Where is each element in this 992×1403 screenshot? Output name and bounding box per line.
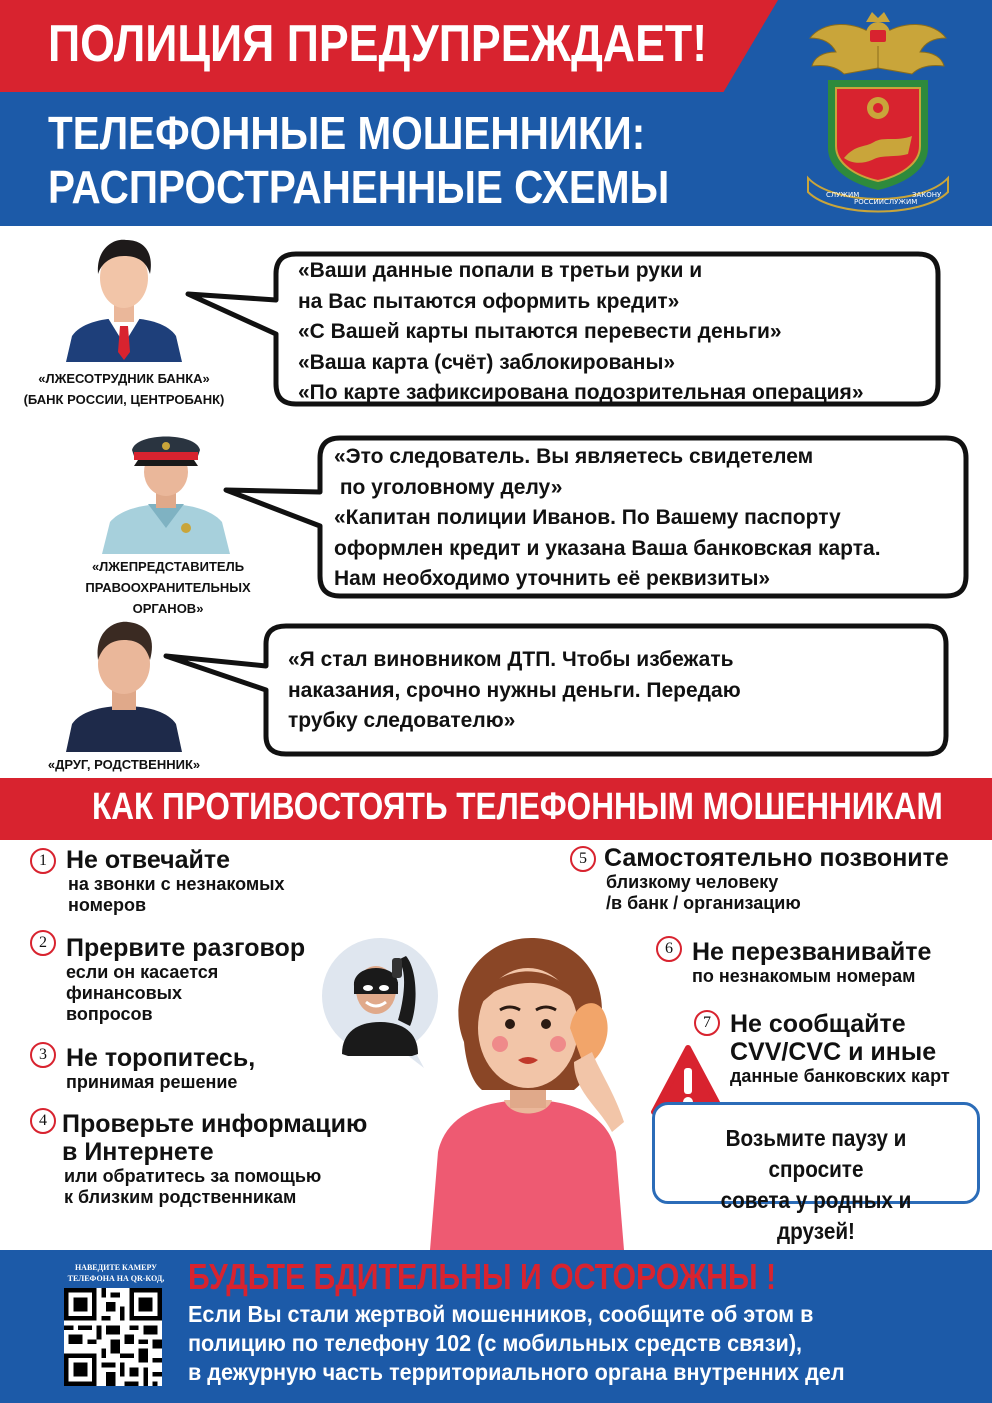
emblem-ribbon-text: ЗАКОНУ — [912, 191, 942, 199]
tip-heading — [730, 1010, 936, 1066]
emblem-ribbon-text: СЛУЖИМ — [826, 191, 860, 199]
warning-text — [681, 1123, 951, 1247]
tip-number: 5 — [570, 846, 596, 872]
counter-title: КАК ПРОТИВОСТОЯТЬ ТЕЛЕФОННЫМ МОШЕННИКАМ — [92, 786, 943, 828]
tip-heading: Не отвечайте — [66, 846, 231, 874]
tip-body-line: по незнакомым номерам — [692, 966, 916, 986]
scam-quote — [298, 256, 864, 409]
quote-line: трубку следователю» — [288, 709, 516, 732]
quote-line: «Ваша карта (счёт) заблокированы» — [298, 350, 676, 374]
tip-body-line: если он касается — [66, 962, 219, 982]
emblem-ribbon-text: РОССИИ — [854, 198, 884, 206]
tip-number: 3 — [30, 1042, 56, 1068]
tip-body-line: к близким родственникам — [64, 1187, 297, 1207]
footer-line: полицию по телефону 102 (с мобильных средств связи), — [188, 1330, 803, 1356]
warning-line: совета у родных и друзей! — [720, 1187, 912, 1244]
tip-body-line: финансовых — [66, 983, 183, 1003]
subtitle-line: ТЕЛЕФОННЫЕ МОШЕННИКИ: — [48, 107, 646, 159]
page-subtitle — [48, 106, 669, 214]
quote-line: «Это следователь. Вы являетесь свидетелем — [334, 445, 814, 468]
page-title: ПОЛИЦИЯ ПРЕДУПРЕЖДАЕТ! — [48, 15, 708, 73]
quote-line: на Вас пытаются оформить кредит» — [298, 289, 680, 313]
tip-number: 2 — [30, 930, 56, 956]
quote-line: наказания, срочно нужны деньги. Передаю — [288, 678, 741, 702]
caption-line: ОРГАНОВ» — [132, 601, 204, 616]
caption-line: «ДРУГ, РОДСТВЕННИК» — [47, 757, 201, 772]
quote-line: «Ваши данные попали в третьи руки и — [298, 259, 703, 282]
qr-code-icon[interactable] — [64, 1288, 162, 1386]
tip-heading: Самостоятельно позвоните — [604, 844, 949, 872]
quote-line: Нам необходимо уточнить её реквизиты» — [334, 567, 771, 590]
tip-heading-line: Не сообщайте — [730, 1010, 906, 1038]
quote-line: оформлен кредит и указана Ваша банковская карта. — [334, 536, 881, 560]
tip-number: 4 — [30, 1108, 56, 1134]
police-emblem-icon — [804, 8, 952, 218]
tip-body — [68, 874, 285, 916]
tip-heading: Прервите разговор — [66, 934, 306, 962]
qr-caption-line: ТЕЛЕФОНА НА QR-КОД, — [67, 1274, 165, 1283]
tip-body — [730, 1066, 950, 1087]
emblem-ribbon-text: СЛУЖИМ — [884, 198, 918, 206]
scam-quote — [288, 645, 741, 737]
tip-body-line: принимая решение — [66, 1072, 238, 1092]
tip-heading-line: CVV/CVC и иные — [730, 1038, 937, 1066]
tip-body — [66, 1072, 237, 1093]
quote-line: «По карте зафиксирована подозрительная операция» — [298, 381, 864, 404]
caption-line: (БАНК РОССИИ, ЦЕНТРОБАНК) — [23, 392, 225, 407]
caption-line: «ЛЖЕСОТРУДНИК БАНКА» — [38, 371, 210, 386]
tip-heading — [62, 1110, 367, 1166]
tip-body-line: вопросов — [66, 1004, 153, 1024]
tip-body-line: номеров — [68, 895, 147, 915]
tip-body-line: или обратитесь за помощью — [64, 1166, 322, 1186]
tip-heading-line: в Интернете — [62, 1138, 214, 1166]
tip-body — [64, 1166, 321, 1208]
tip-body — [606, 872, 801, 914]
tip-body-line: /в банк / организацию — [606, 893, 801, 913]
quote-line: «Я стал виновником ДТП. Чтобы избежать — [288, 648, 734, 671]
tip-number: 1 — [30, 848, 56, 874]
footer-alert: БУДЬТЕ БДИТЕЛЬНЫ И ОСТОРОЖНЫ ! — [188, 1256, 777, 1297]
tip-number: 6 — [656, 936, 682, 962]
qr-caption-line: НАВЕДИТЕ КАМЕРУ — [74, 1263, 158, 1272]
subtitle-line: РАСПРОСТРАНЕННЫЕ СХЕМЫ — [48, 161, 670, 213]
quote-line: «Капитан полиции Иванов. По Вашему паспорту — [334, 506, 841, 529]
woman-on-phone-icon — [424, 932, 630, 1250]
tip-body-line: на звонки с незнакомых — [68, 874, 285, 894]
footer-line: в дежурную часть территориального органа внутренних дел — [188, 1359, 845, 1385]
tip-heading-line: Проверьте информацию — [62, 1110, 368, 1138]
scam-quote — [334, 442, 881, 595]
police-officer-icon — [98, 416, 234, 554]
tip-body — [692, 966, 915, 987]
tip-number: 7 — [694, 1010, 720, 1036]
tip-body-line: близкому человеку — [606, 872, 779, 892]
caption-line: «ЛЖЕПРЕДСТАВИТЕЛЬ — [91, 559, 245, 574]
qr-caption — [52, 1262, 180, 1284]
tip-body — [66, 962, 218, 1025]
bank-employee-icon — [64, 234, 184, 362]
footer-text — [188, 1300, 845, 1387]
footer-line: Если Вы стали жертвой мошенников, сообщите об этом в — [188, 1301, 814, 1327]
quote-line: по уголовному делу» — [334, 475, 563, 499]
quote-line: «С Вашей карты пытаются перевести деньги» — [298, 320, 782, 343]
tip-heading: Не торопитесь, — [66, 1044, 256, 1072]
warning-line: Возьмите паузу и спросите — [725, 1125, 907, 1182]
tip-body-line: данные банковских карт — [730, 1066, 950, 1086]
tip-heading: Не перезванивайте — [692, 938, 932, 966]
caption-line: ПРАВООХРАНИТЕЛЬНЫХ — [85, 580, 251, 595]
